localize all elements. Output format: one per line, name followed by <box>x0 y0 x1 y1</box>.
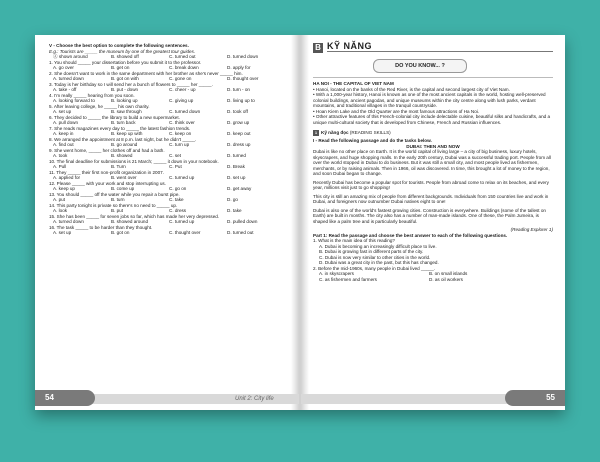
option: D. grow up <box>227 120 250 125</box>
question: 10. The final deadline for submissions is 21 March; _____ it down in your notebook. <box>49 158 219 164</box>
page-number: 55 <box>505 390 565 406</box>
open-book <box>35 35 565 410</box>
option: D. go <box>227 197 238 202</box>
question-1-options <box>319 244 553 266</box>
option: A. pull down <box>53 120 79 125</box>
hanoi-fact: • Hoan Kiem Lake and the Old Quarter are the most famous attractions of Ha Noi. <box>313 108 480 114</box>
question: 3. Today is her birthday so I will send her a bunch of flowers to _____ her _____. <box>49 81 213 87</box>
question-options <box>53 164 287 170</box>
option: B. saw through <box>111 109 142 114</box>
section-header <box>313 43 553 53</box>
option: C. thought over <box>169 230 201 235</box>
question-list <box>49 60 287 236</box>
option: C. turn up <box>169 142 190 147</box>
option: C. dress <box>169 208 187 213</box>
option: A. go over <box>53 65 74 70</box>
option: D. keep out <box>227 131 251 136</box>
option: B. got on with <box>111 76 139 81</box>
option: B. showed off <box>111 54 139 59</box>
question: 14. This party tonight is private so there's no need to _____ up. <box>49 202 178 208</box>
option: C. Put <box>169 164 182 169</box>
option: C. break down <box>169 65 199 70</box>
question-options <box>53 109 287 115</box>
question: 2. She doesn't want to work in the same department with her brother as she's never _____ him. <box>49 70 243 76</box>
option: B. come up <box>111 186 135 191</box>
option: B. keep up with <box>111 131 143 136</box>
option: A. take - off <box>53 87 77 92</box>
option: B. looking up <box>111 98 138 103</box>
question: 12. Please _____ with your work and stop interrupting us. <box>49 180 166 186</box>
section-title: KỸ NĂNG <box>327 44 553 52</box>
option: B. get on <box>111 65 130 70</box>
option: A. put <box>53 197 66 202</box>
question-2-options <box>319 271 553 282</box>
passage-paragraph: Recently Dubai has become a popular spot for tourists. People from abroad come to relax on its beaches, and every year, millions visit just to go shopping! <box>313 179 549 190</box>
option: C. turned down <box>169 109 201 114</box>
do-you-know-banner: DO YOU KNOW... ? <box>373 59 467 73</box>
question: 1. You should _____ your dissertation before you submit it to the professor. <box>49 59 202 65</box>
question: 5. After leaving college, he _____ his own charity. <box>49 103 150 109</box>
hanoi-fact: • Other attractive features of this French-colonial city include delectable cuisine, beautiful silks and handicrafts, and a unique multi-cultural society that is developed from Chinese, French and Russian influences. <box>313 114 551 125</box>
passage-title: DUBAI: THEN AND NOW <box>406 143 460 149</box>
option: C. as fishermen and farmers <box>319 276 377 282</box>
option: D. turn - on <box>227 87 250 92</box>
option: B. put - down <box>111 87 139 92</box>
hanoi-fact: • Hanoi, located on the banks of the Red River, is the capital and second largest city of Viet Nam. <box>313 86 510 92</box>
example-options <box>53 54 287 60</box>
question-options <box>53 87 287 93</box>
skills-section <box>313 43 553 282</box>
option: C. gone on <box>169 76 192 81</box>
option: A. Pull <box>53 164 67 169</box>
option: A. keep in <box>53 131 74 136</box>
subsection-title-en: (READING SKILLS) <box>349 130 391 136</box>
option: D. Break <box>227 164 245 169</box>
unit-label: Unit 2: City life <box>235 396 274 402</box>
question-options <box>53 197 287 203</box>
option: B. turn <box>111 197 125 202</box>
section-badge: B <box>313 43 323 53</box>
page-number: 54 <box>35 390 95 406</box>
option: D. living up to <box>227 98 255 103</box>
option: B. on small islands <box>429 271 468 276</box>
option: C. cheer - up <box>169 87 196 92</box>
option: B. turn back <box>111 120 136 125</box>
question-options <box>53 76 287 82</box>
reading-skills-header <box>313 130 553 136</box>
option: C. keep on <box>169 131 192 136</box>
option: A. look <box>53 208 68 213</box>
option: B. put <box>111 208 124 213</box>
option: B. got on <box>111 230 130 235</box>
question-options <box>53 186 287 192</box>
question-options <box>53 120 287 126</box>
option: A. turned down <box>53 219 84 224</box>
subsection-badge: 1 <box>314 130 318 135</box>
left-page <box>35 35 299 410</box>
option: A. turned down <box>53 76 84 81</box>
question-options <box>53 98 287 104</box>
option: Ⓐ shown around <box>53 54 88 59</box>
passage-source: (Reading Explorer 1) <box>510 227 553 232</box>
option: D. apply for <box>227 65 251 70</box>
question-options <box>53 65 287 71</box>
exercise-heading: V - Choose the best option to complete the following sentences. <box>49 43 189 48</box>
option: A. Dubai is becoming an increasingly difficult place to live. <box>319 243 437 249</box>
question-options <box>53 131 287 137</box>
option: D. thought over <box>227 76 259 81</box>
question-1: 1. What is the main idea of this reading? <box>313 238 395 243</box>
option: D. get away <box>227 186 252 191</box>
question: 6. They decided to _____ the library to build a new supermarket. <box>49 114 180 120</box>
option: D. turned out <box>227 230 254 235</box>
option: D. turned <box>227 153 246 158</box>
subsection-title: Kỹ năng đọc <box>321 130 349 136</box>
reading-instruction: I - Read the following passage and do the tasks below. <box>313 138 432 143</box>
question: 9. She went home, _____ her clothes off and had a bath. <box>49 147 165 153</box>
question-options <box>53 175 287 181</box>
question: 4. I'm really _____ hearing from you soon. <box>49 92 135 98</box>
option: B. showed <box>111 153 133 158</box>
option: D. Dubai was a great city in the past, but this has changed. <box>319 260 439 265</box>
option: B. go around <box>111 142 138 147</box>
option: A. set up <box>53 230 72 235</box>
passage-paragraph: Dubai is like no other place on Earth. It is the world capital of living large – a city of big business, luxury hotels, skyscrapers, and huge shopping malls. In the early 20th century, Dubai was a successful trading port. People from all over the world stopped in Dubai to do business. But it was still a small city, and most people lived as fishermen, merchants, or by raising animals. Then in 1966, oil was discovered. In time, this brought a lot of money to the region, and soon Dubai began to change. <box>313 149 551 176</box>
option: A. in skyscrapers <box>319 271 354 276</box>
option: A. applied for <box>53 175 81 180</box>
question: 13. You should _____ off the water while you repair a burst pipe. <box>49 191 180 197</box>
option: A. keep up <box>53 186 75 191</box>
question-options <box>53 219 287 225</box>
option: C. take <box>169 197 184 202</box>
option: C. turned up <box>169 175 195 180</box>
option: C. Dubai is now very similar to other cities in the world. <box>319 254 431 260</box>
passage-paragraph: Dubai is also one of the world's fastest growing cities. Construction is everywhere. Buildings (some of the tallest on Earth) are built in months. The city also has a number of man-made islands. One of these, the Palm Jumeira, is shaped like a palm tree and is particularly beautiful. <box>313 207 546 224</box>
option: D. as oil workers <box>429 276 463 282</box>
passage-paragraph: This city is still an amazing mix of people from different backgrounds. Individuals from 150 countries live and work in Dubai, and foreigners now outnumber Dubai natives eight to one! <box>313 193 549 204</box>
option: B. Dubai is growing fast in different parts of the city. <box>319 249 424 254</box>
option: C. go on <box>169 186 187 191</box>
option: A. took <box>53 153 68 158</box>
option: A. looking forward to <box>53 98 95 103</box>
question-2: 2. Before the mid-1960s, many people in Dubai lived _____. <box>313 265 436 271</box>
option: C. turned up <box>169 219 195 224</box>
option: D. take <box>227 208 242 213</box>
hanoi-fact: • With a 1,000-year history, Hanoi is known as one of the most ancient capitals in the world, hosting well-preserved colonial buildings, ancient pagodas, and unique museums within the city centre along with lush parks, verdant mountains, and traditional villages in the tranquil countryside. <box>313 92 546 108</box>
part1-instruction: Part 1: Read the passage and choose the best answer to each of the following questions. <box>313 232 508 238</box>
left-footer <box>35 386 299 410</box>
hanoi-title: HA NOI - THE CAPITAL OF VIET NAM <box>313 81 394 86</box>
question-options <box>53 142 287 148</box>
question-options <box>53 230 287 236</box>
right-page <box>301 35 565 410</box>
option: B. showed around <box>111 219 149 224</box>
option: A. find out <box>53 142 74 147</box>
question: 15. She has been _____ for seven jobs so far, which has made her very depressed. <box>49 213 220 219</box>
question-options <box>53 208 287 214</box>
option: D. pulled down <box>227 219 258 224</box>
option: D. turned down <box>227 54 259 59</box>
exercise-v <box>49 43 287 236</box>
option: B. went over <box>111 175 137 180</box>
option: D. dress up <box>227 142 251 147</box>
right-footer <box>301 386 565 410</box>
option: C. giving up <box>169 98 194 103</box>
question: 16. The task _____ to be harder than they thought. <box>49 224 153 230</box>
question: 7. She reads magazines every day to _____ the latest fashion trends. <box>49 125 191 131</box>
option: C. set <box>169 153 181 158</box>
option: C. think over <box>169 120 195 125</box>
hanoi-info-box <box>313 77 553 125</box>
option: D. set up <box>227 175 246 180</box>
question-options <box>53 153 287 159</box>
question: 11. They _____ their first non-profit organization in 2007. <box>49 169 165 175</box>
option: B. Turn <box>111 164 126 169</box>
option: D. took off <box>227 109 248 114</box>
option: C. turned out <box>169 54 196 59</box>
example-question: E.g.: Tourists are _____ the museum by one of the greatest tour guides. <box>49 48 196 54</box>
option: A. set up <box>53 109 72 114</box>
question: 8. We arranged the appointment at 8 p.m. last night, but he didn't _____. <box>49 136 197 142</box>
